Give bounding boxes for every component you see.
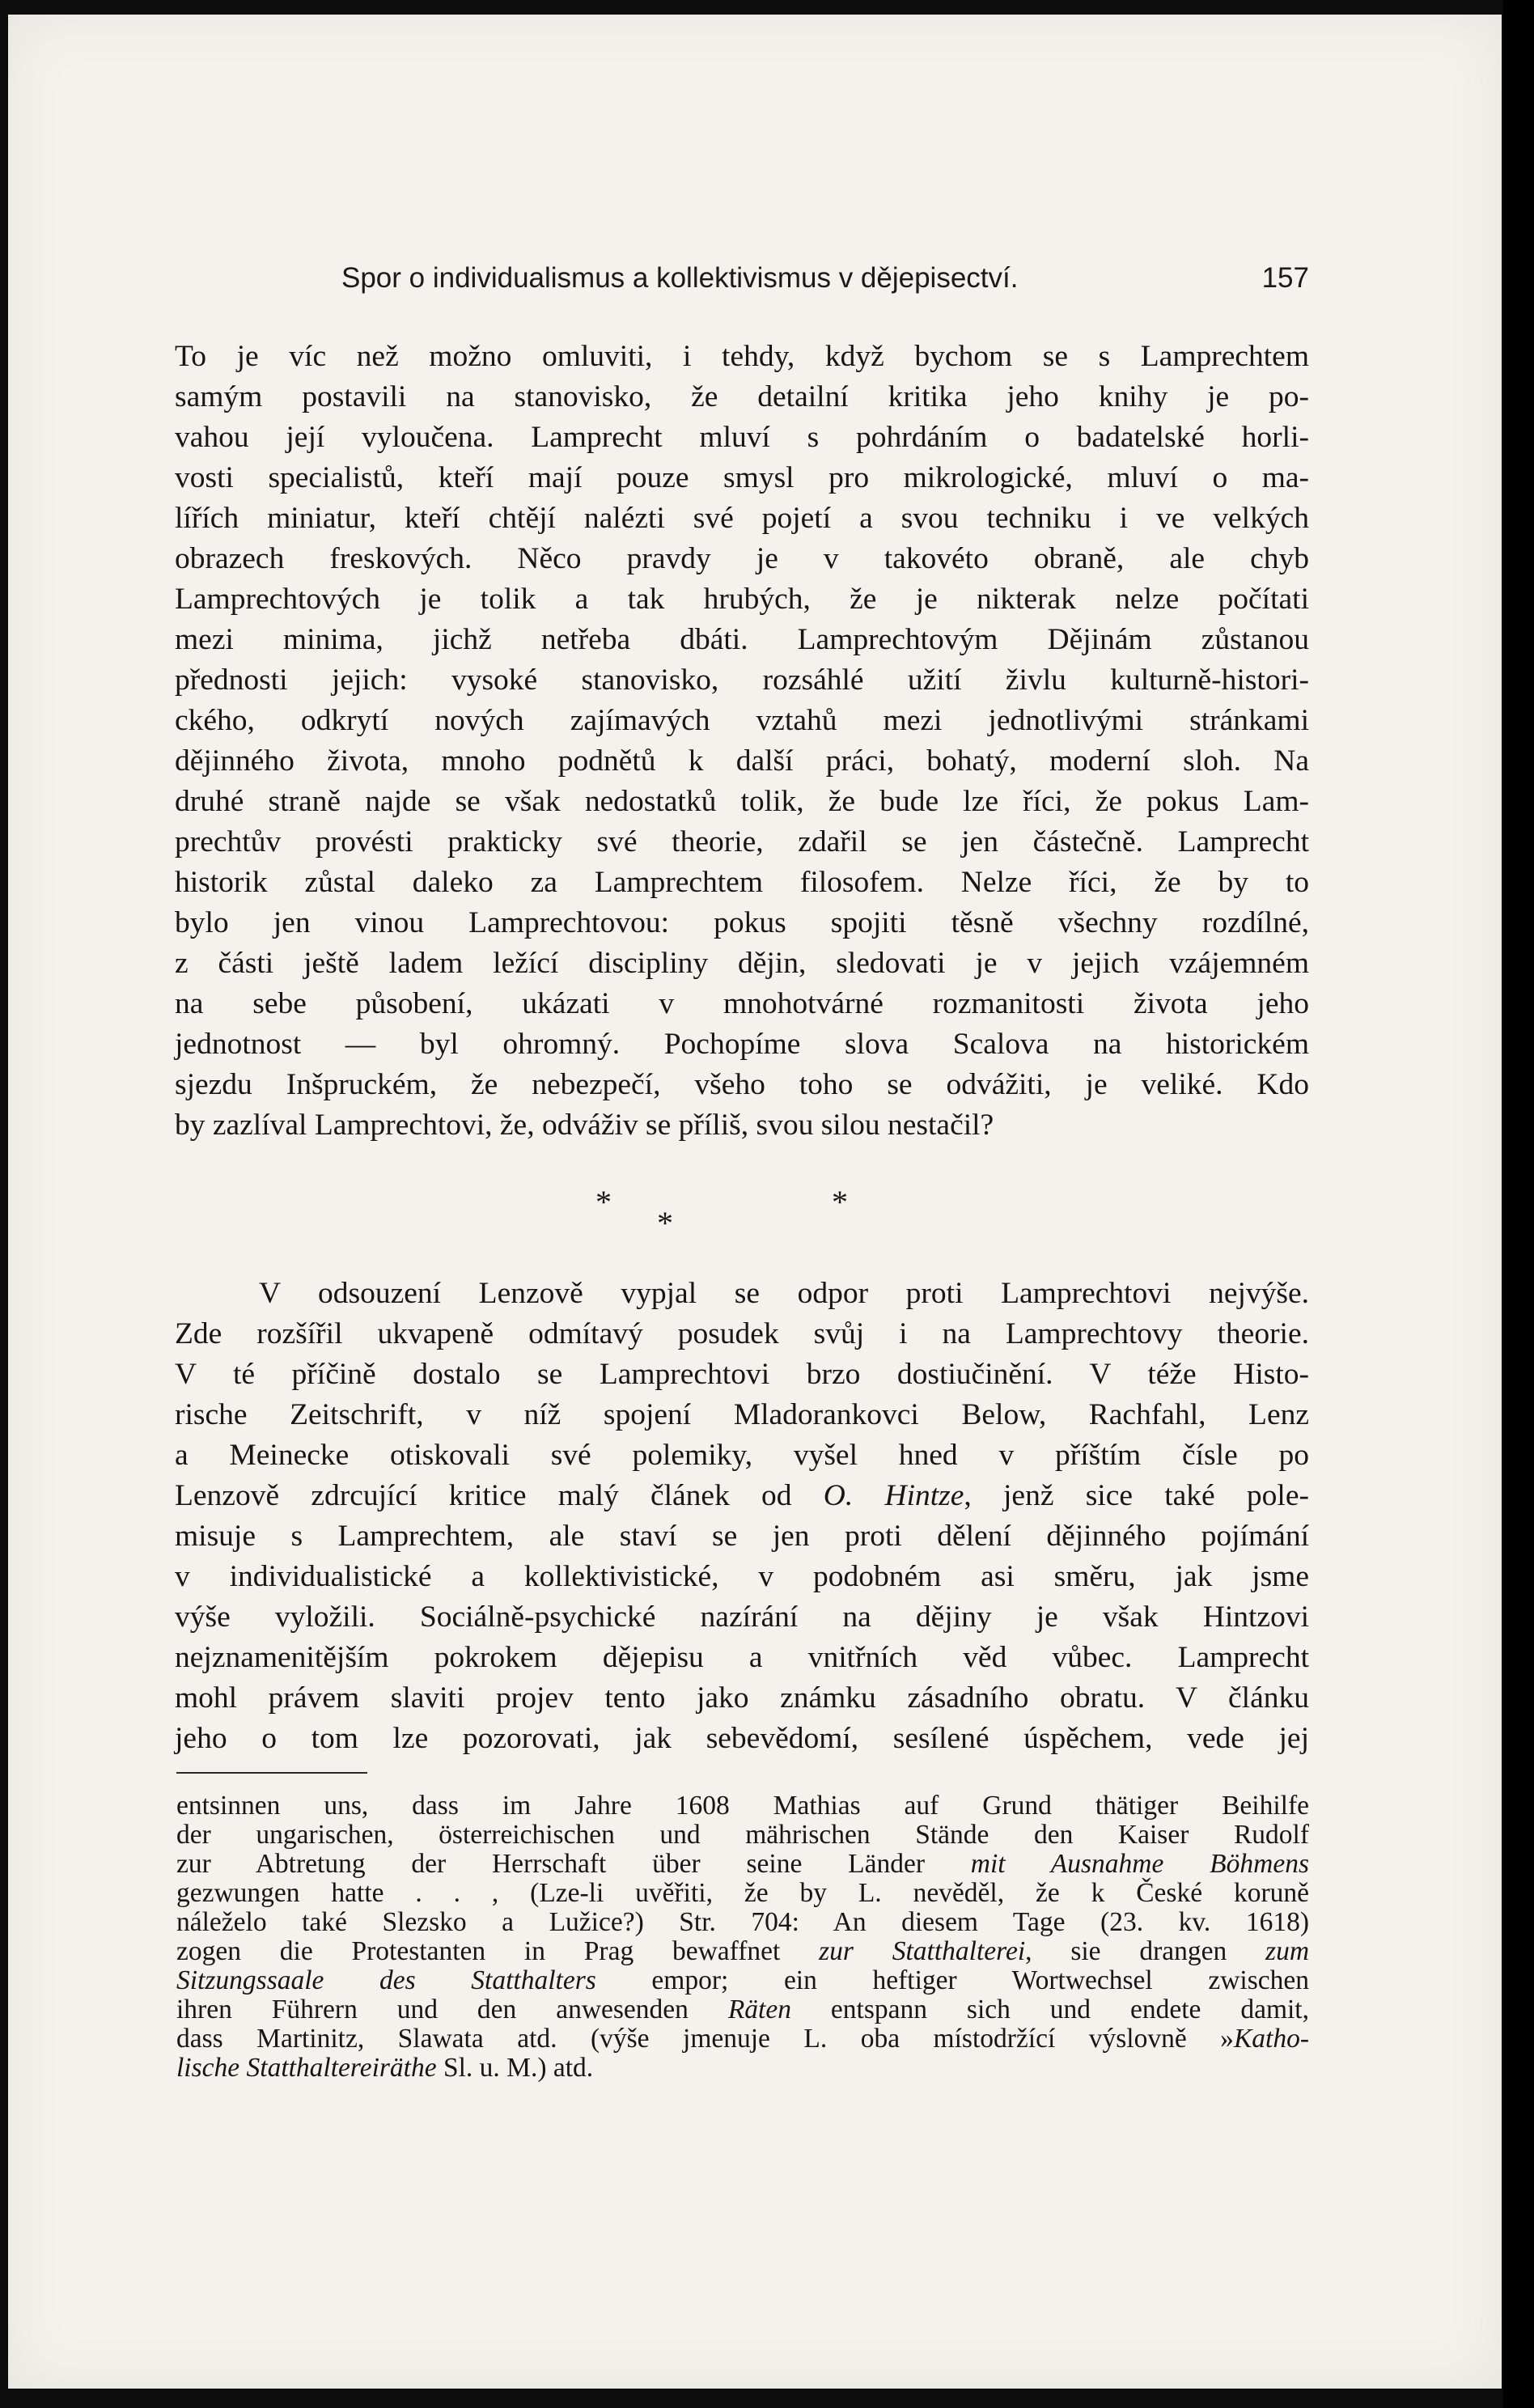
asterisk: * [595,1184,612,1220]
text-run: empor; ein heftiger Wortwechsel zwischen [595,1965,1309,1995]
text-line: by zazlíval Lamprechtovi, že, odváživ se příliš, svou silou nestačil? [175,1109,994,1142]
book-page [8,15,1502,2389]
text-line: To je víc než možno omluviti, i tehdy, když bychom se s Lamprechtem [175,340,1309,373]
italic-run: zum [1265,1936,1310,1966]
text-run: , sie drangen [1025,1936,1266,1966]
scan-border [1503,0,1534,2408]
text-line: vosti specialistů, kteří mají pouze smysl pro mikrologické, mluví o ma- [175,461,1309,494]
italic-run: mit Ausnahme Böhmens [970,1849,1309,1879]
italic-run: lische Statthaltereiräthe [176,2053,437,2083]
text-run: Lenzově zdrcující kritice malý článek od [175,1479,824,1512]
text-line: misuje s Lamprechtem, ale staví se jen proti dělení dějinného pojímání [175,1520,1309,1553]
author-name-italic: O. Hintze [823,1479,964,1512]
asterisk: * [657,1205,673,1241]
text-line: na sebe působení, ukázati v mnohotvárné rozmanitosti života jeho [175,987,1309,1020]
text-line: Zde rozšířil ukvapeně odmítavý posudek svůj i na Lamprechtovy theorie. [175,1317,1309,1350]
italic-run: Katho- [1233,2024,1309,2054]
text-line: z části ještě ladem ležící discipliny dějin, sledovati je v jejich vzájemném [175,947,1309,980]
text-line: jeho o tom lze pozorovati, jak sebevědomí, sesílené úspěchem, vede jej [175,1722,1309,1755]
text-line: ckého, odkrytí nových zajímavých vztahů mezi jednotlivými stránkami [175,704,1309,737]
paragraph-lenz-reaction [175,1274,1309,1759]
footnote-line [176,1850,1309,1879]
text-run: zogen die Protestanten in Prag bewaffnet [176,1936,820,1966]
footnote-block [176,1791,1309,2083]
running-title: Spor o individualismus a kollektivismus v dějepisectví. [341,262,1019,294]
footnote-line: gezwungen hatte . . , (Lze-li uvěřiti, že by L. nevěděl, že k České koruně [176,1878,1309,1908]
footnote-line: náleželo také Slezsko a Lužice?) Str. 704: An diesem Tage (23. kv. 1618) [176,1907,1309,1937]
footnote-line [176,2054,1309,2083]
italic-run: Sitzungssaale des Statthalters [176,1965,596,1995]
text-line: nejznamenitějším pokrokem dějepisu a vnitřních věd vůbec. Lamprecht [175,1641,1309,1674]
text-line: V té příčině dostalo se Lamprechtovi brzo dostiučinění. V téže Histo- [175,1358,1309,1391]
section-asterism [574,1183,898,1256]
text-line: V odsouzení Lenzově vypjal se odpor proti Lamprechtovi nejvýše. [259,1277,1309,1310]
text-line: Lamprechtových je tolik a tak hrubých, že je nikterak nelze počítati [175,583,1309,616]
footnote-line [176,1966,1309,1995]
footnote-line [176,1937,1309,1966]
paragraph-lamprecht-critique [175,337,1309,1146]
text-line: dějinného života, mnoho podnětů k další práci, bohatý, moderní sloh. Na [175,744,1309,778]
text-line: výše vyložili. Sociálně-psychické nazírání na dějiny je však Hintzovi [175,1600,1309,1634]
text-run: dass Martinitz, Slawata atd. (výše jmenuje L. oba místodržící výslovně » [176,2024,1234,2054]
text-run: entspann sich und endete damit, [790,1995,1309,2024]
asterisk: * [832,1184,848,1220]
italic-run: Räten [727,1995,791,2024]
text-line: vahou její vyloučena. Lamprecht mluví s pohrdáním o badatelské horli- [175,421,1309,454]
text-line: mohl právem slaviti projev tento jako známku zásadního obratu. V článku [175,1681,1309,1715]
text-line: v individualistické a kollektivistické, v podobném asi směru, jak jsme [175,1560,1309,1593]
text-line [175,1476,1309,1516]
footnote-line [176,2024,1309,2054]
text-run: ihren Führern und den anwesenden [176,1995,728,2024]
text-line: samým postavili na stanovisko, že detailní kritika jeho knihy je po- [175,380,1309,413]
text-line: bylo jen vinou Lamprechtovou: pokus spojiti těsně všechny rozdílné, [175,906,1309,939]
text-line: přednosti jejich: vysoké stanovisko, rozsáhlé užití živlu kulturně-histori- [175,663,1309,697]
footnote-line: entsinnen uns, dass im Jahre 1608 Mathias auf Grund thätiger Beihilfe [176,1791,1309,1821]
text-run: , jenž sice také pole- [964,1479,1309,1512]
page-number: 157 [1261,262,1309,294]
running-head [341,262,1309,298]
text-line: druhé straně najde se však nedostatků tolik, že bude lze říci, že pokus Lam- [175,785,1309,818]
footnote-line [176,1995,1309,2024]
text-line: a Meinecke otiskovali své polemiky, vyšel hned v příštím čísle po [175,1439,1309,1472]
text-line: prechtův provésti prakticky své theorie, zdařil se jen částečně. Lamprecht [175,825,1309,858]
text-run: zur Abtretung der Herrschaft über seine Länder [176,1849,971,1879]
text-line: obrazech freskových. Něco pravdy je v takovéto obraně, ale chyb [175,542,1309,575]
text-line: sjezdu Inšpruckém, že nebezpečí, všeho toho se odvážiti, je veliké. Kdo [175,1068,1309,1101]
footnote-separator [176,1772,367,1774]
footnote-line: der ungarischen, österreichischen und mährischen Stände den Kaiser Rudolf [176,1820,1309,1850]
text-line: rische Zeitschrift, v níž spojení Mladorankovci Below, Rachfahl, Lenz [175,1398,1309,1431]
text-line: jednotnost — byl ohromný. Pochopíme slova Scalova na historickém [175,1028,1309,1061]
italic-run: zur Statthalterei [819,1936,1026,1966]
text-run: Sl. u. M.) atd. [436,2053,594,2083]
text-line: lířích miniatur, kteří chtějí nalézti své pojetí a svou techniku i ve velkých [175,502,1309,535]
text-line: historik zůstal daleko za Lamprechtem filosofem. Nelze říci, že by to [175,866,1309,899]
text-line: mezi minima, jichž netřeba dbáti. Lamprechtovým Dějinám zůstanou [175,623,1309,656]
